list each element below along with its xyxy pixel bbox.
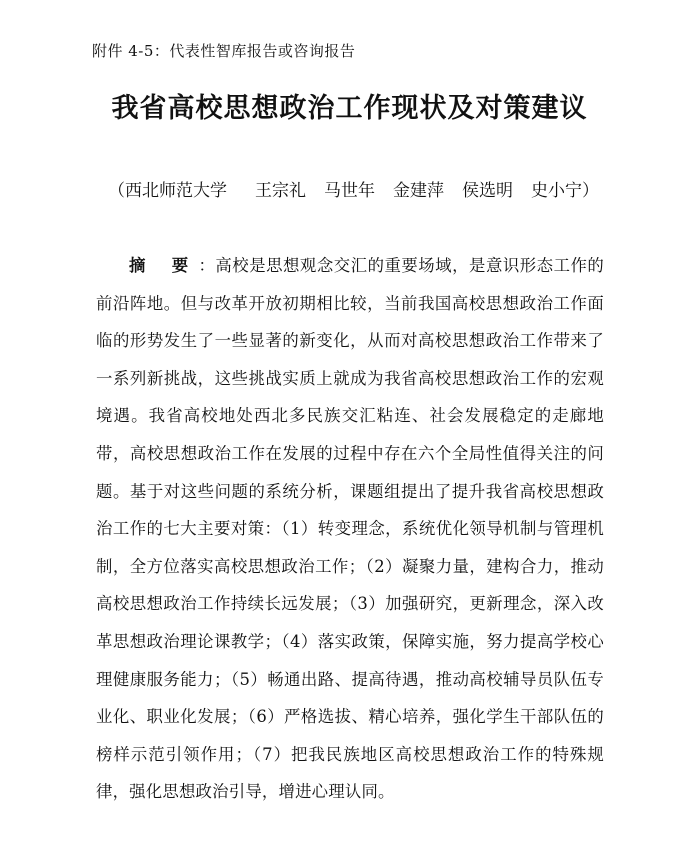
author-name: 王宗礼 [255, 181, 306, 201]
author-name: 侯选明 [462, 181, 513, 201]
abstract-colon: ： [198, 256, 216, 275]
abstract-paragraph [96, 247, 604, 811]
author-affiliation: （西北师范大学 [108, 181, 227, 201]
abstract-label: 摘 要 [129, 256, 199, 275]
author-name: 马世年 [324, 181, 375, 201]
author-line [108, 176, 599, 201]
abstract-text: 高校是思想观念交汇的重要场域，是意识形态工作的前沿阵地。但与改革开放初期相比较，当前我国高校思想政治工作面临的形势发生了一些显著的新变化，从而对高校思想政治工作带来了一系列新挑战，这些挑战实质上就成为我省高校思想政治工作的宏观境遇。我省高校地处西北多民族交汇粘连、社会发展稳定的走廊地带，高校思想政治工作在发展的过程中存在六个全局性值得关注的问题。基于对这些问题的系统分析，课题组提出了提升我省高校思想政治工作的七大主要对策：（1）转变理念，系统优化领导机制与管理机制，全方位落实高校思想政治工作；（2）凝聚力量，建构合力，推动高校思想政治工作持续长远发展；（3）加强研究，更新理念，深入改革思想政治理论课教学；（4）落实政策，保障实施，努力提高学校心理健康服务能力；（5）畅通出路、提高待遇，推动高校辅导员队伍专业化、职业化发展；（6）严格选拔、精心培养，强化学生干部队伍的榜样示范引领作用；（7）把我民族地区高校思想政治工作的特殊规律，强化思想政治引导，增进心理认同。 [96, 256, 604, 802]
author-name: 史小宁） [531, 181, 599, 201]
attachment-label: 附件 4-5：代表性智库报告或咨询报告 [92, 42, 356, 60]
author-name: 金建萍 [393, 181, 444, 201]
document-title: 我省高校思想政治工作现状及对策建议 [111, 93, 588, 124]
